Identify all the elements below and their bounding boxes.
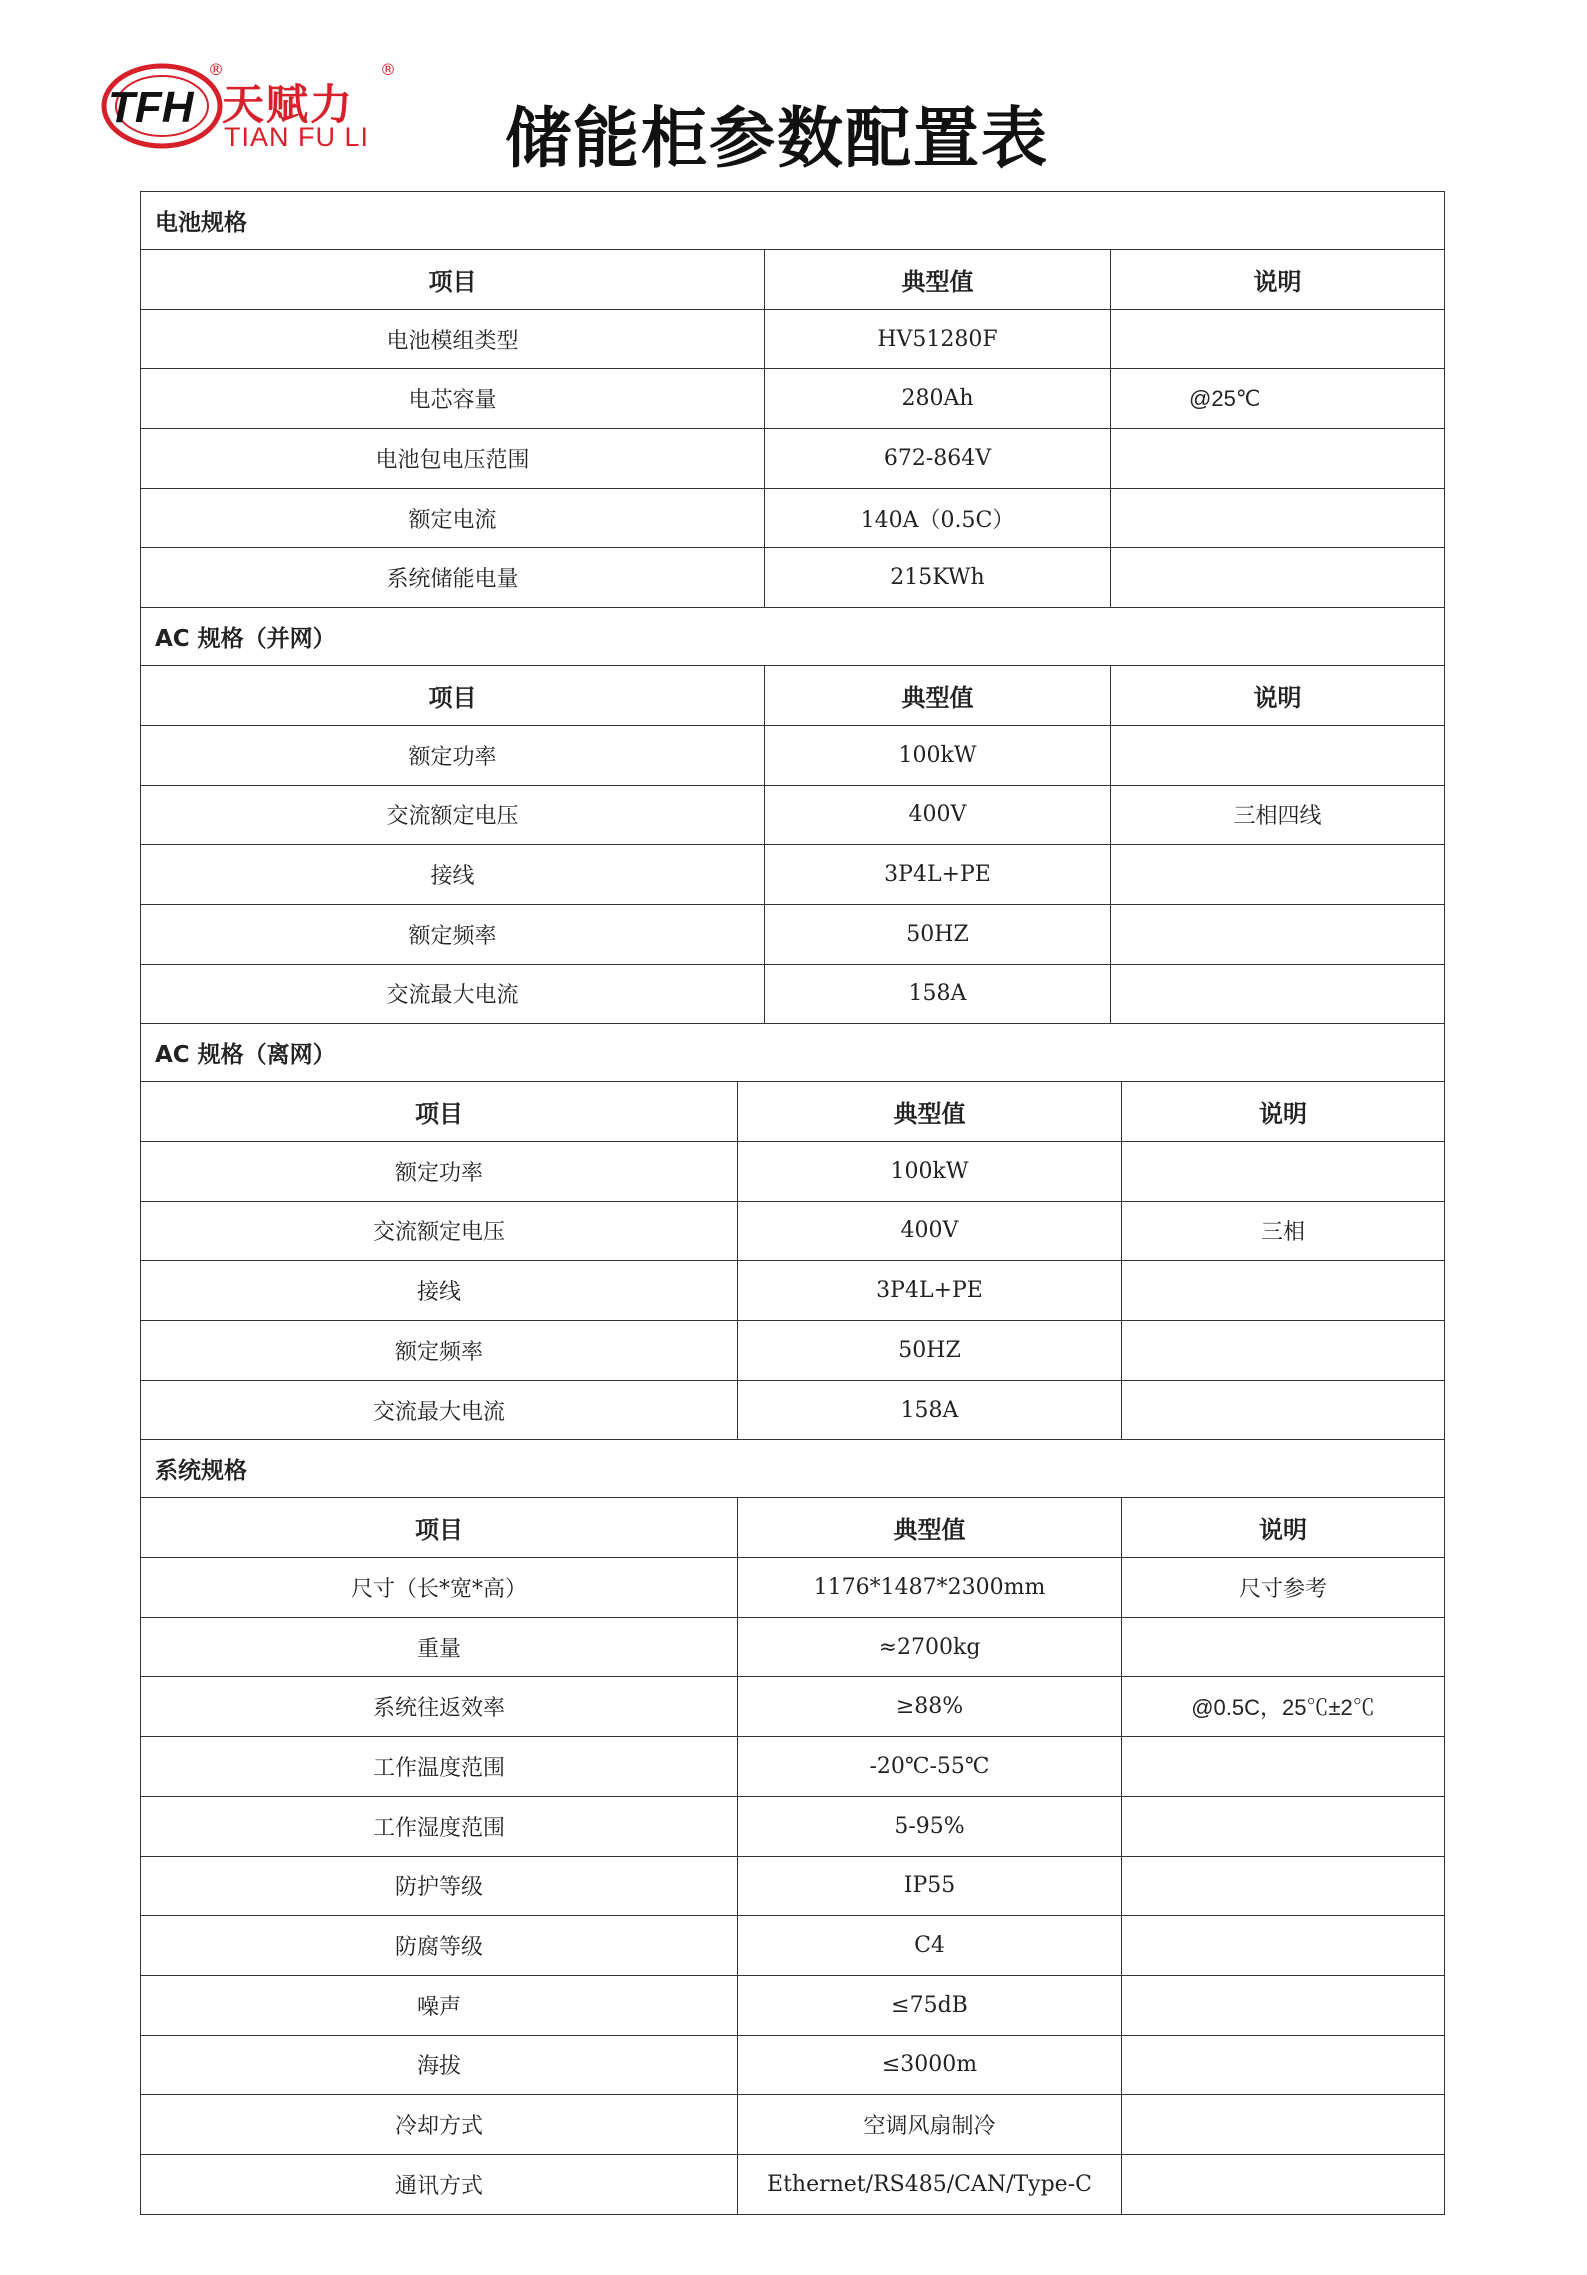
registered-mark: ®: [208, 60, 224, 79]
row-value: 1176*1487*2300mm: [737, 1558, 1121, 1617]
row-item: 工作湿度范围: [372, 1815, 505, 1841]
logo-name-cn: 天赋力: [222, 80, 355, 129]
header-note: 说明: [1110, 666, 1444, 725]
table-row: [141, 965, 1444, 1024]
row-item: 交流最大电流: [386, 983, 519, 1009]
row-note: [1121, 1857, 1444, 1916]
logo-name-en: TIAN FU LI: [224, 122, 370, 152]
row-item: 额定电流: [408, 507, 497, 533]
row-note: [1121, 1261, 1444, 1320]
row-item: 防护等级: [394, 1875, 483, 1901]
section-system: [141, 1439, 1444, 2213]
row-value: 158A: [764, 965, 1110, 1024]
table-row: [141, 1797, 1444, 1857]
row-value: 215KWh: [764, 548, 1110, 607]
row-value: Ethernet/RS485/CAN/Type-C: [737, 2155, 1121, 2214]
section-heading: 电池规格: [141, 192, 1444, 250]
table-header-row: [141, 250, 1444, 310]
row-note: [1121, 1797, 1444, 1856]
row-item: 海拔: [416, 2054, 461, 2080]
row-value: ≤3000m: [737, 2036, 1121, 2095]
table-row: [141, 310, 1444, 370]
row-item: 电池模组类型: [386, 328, 519, 354]
table-header-row: [141, 1498, 1444, 1558]
header-typical: 典型值: [764, 666, 1110, 725]
header-note: 说明: [1110, 250, 1444, 309]
logo-mark-text: TFH: [108, 83, 194, 132]
spec-table: [140, 191, 1445, 2215]
table-row: [141, 1916, 1444, 1976]
row-note: [1110, 548, 1444, 607]
row-item: 冷却方式: [394, 2114, 483, 2140]
header-typical: 典型值: [737, 1082, 1121, 1141]
table-row: [141, 1618, 1444, 1678]
row-value: 空调风扇制冷: [737, 2095, 1121, 2154]
row-item: 噪声: [416, 1994, 461, 2020]
row-note: [1121, 1916, 1444, 1975]
row-value: ≥88%: [737, 1677, 1121, 1736]
row-value: 100kW: [737, 1142, 1121, 1201]
header-item: 项目: [415, 1100, 463, 1129]
row-note: [1121, 1321, 1444, 1380]
row-value: 5-95%: [737, 1797, 1121, 1856]
row-item: 电芯容量: [408, 388, 497, 414]
table-row: [141, 1976, 1444, 2036]
row-value: IP55: [737, 1857, 1121, 1916]
row-note: [1121, 2036, 1444, 2095]
row-value: 3P4L+PE: [764, 845, 1110, 904]
row-note: [1110, 845, 1444, 904]
row-note: [1121, 1618, 1444, 1677]
row-value: 100kW: [764, 726, 1110, 785]
table-row: [141, 369, 1444, 429]
table-row: [141, 845, 1444, 905]
row-note: [1121, 2095, 1444, 2154]
row-note: [1121, 1142, 1444, 1201]
row-item: 电池包电压范围: [375, 447, 530, 473]
row-item: 系统往返效率: [372, 1696, 505, 1722]
section-heading: AC 规格（并网）: [141, 608, 1444, 666]
table-row: [141, 429, 1444, 489]
header-note: 说明: [1121, 1498, 1444, 1557]
row-value: 50HZ: [737, 1321, 1121, 1380]
table-row: [141, 1558, 1444, 1618]
row-value: 140A（0.5C）: [764, 489, 1110, 548]
row-note: 尺寸参考: [1121, 1558, 1444, 1617]
table-row: [141, 1857, 1444, 1917]
table-row: [141, 2155, 1444, 2214]
header-item: 项目: [415, 1516, 463, 1545]
header-typical: 典型值: [764, 250, 1110, 309]
row-note: [1110, 965, 1444, 1024]
row-item: 尺寸（长*宽*高）: [350, 1576, 527, 1602]
row-note: 三相: [1121, 1202, 1444, 1261]
table-row: [141, 1202, 1444, 1262]
row-item: 额定功率: [394, 1160, 483, 1186]
row-note: 三相四线: [1110, 786, 1444, 845]
header-note: 说明: [1121, 1082, 1444, 1141]
row-value: 400V: [764, 786, 1110, 845]
section-ac-offgrid: [141, 1023, 1444, 1439]
table-row: [141, 726, 1444, 786]
table-row: [141, 548, 1444, 607]
table-row: [141, 2036, 1444, 2096]
row-item: 防腐等级: [394, 1935, 483, 1961]
row-item: 接线: [430, 864, 475, 890]
row-note: [1110, 489, 1444, 548]
table-row: [141, 1261, 1444, 1321]
row-value: HV51280F: [764, 310, 1110, 369]
row-note: @25℃: [1110, 369, 1444, 428]
row-value: 3P4L+PE: [737, 1261, 1121, 1320]
row-value: C4: [737, 1916, 1121, 1975]
row-note: [1110, 905, 1444, 964]
row-value: -20℃-55℃: [737, 1737, 1121, 1796]
row-value: ≤75dB: [737, 1976, 1121, 2035]
row-value: 280Ah: [764, 369, 1110, 428]
row-item: 通讯方式: [394, 2173, 483, 2199]
row-note: @0.5C，25℃±2℃: [1121, 1677, 1444, 1736]
row-value: ≈2700kg: [737, 1618, 1121, 1677]
registered-mark: ®: [380, 60, 396, 79]
table-row: [141, 905, 1444, 965]
table-row: [141, 1737, 1444, 1797]
row-note: [1121, 1976, 1444, 2035]
table-row: [141, 489, 1444, 549]
table-row: [141, 1142, 1444, 1202]
row-item: 交流最大电流: [372, 1399, 505, 1425]
section-ac-grid: [141, 607, 1444, 1023]
row-value: 672-864V: [764, 429, 1110, 488]
row-item: 额定功率: [408, 744, 497, 770]
row-item: 系统储能电量: [386, 567, 519, 593]
row-item: 额定频率: [408, 923, 497, 949]
row-item: 接线: [416, 1280, 461, 1306]
table-row: [141, 1677, 1444, 1737]
row-value: 400V: [737, 1202, 1121, 1261]
header-typical: 典型值: [737, 1498, 1121, 1557]
section-battery: [141, 192, 1444, 607]
page-title: 储能柜参数配置表: [505, 100, 1049, 177]
table-row: [141, 2095, 1444, 2155]
row-value: 50HZ: [764, 905, 1110, 964]
row-note: [1110, 726, 1444, 785]
row-note: [1121, 1737, 1444, 1796]
table-row: [141, 1321, 1444, 1381]
section-heading: AC 规格（离网）: [141, 1024, 1444, 1082]
table-row: [141, 1381, 1444, 1440]
section-heading: 系统规格: [141, 1440, 1444, 1498]
row-note: [1121, 1381, 1444, 1440]
row-item: 额定频率: [394, 1339, 483, 1365]
table-header-row: [141, 1082, 1444, 1142]
row-item: 交流额定电压: [386, 804, 519, 830]
table-header-row: [141, 666, 1444, 726]
row-item: 重量: [416, 1636, 461, 1662]
row-note: [1121, 2155, 1444, 2214]
row-note: [1110, 429, 1444, 488]
row-note: [1110, 310, 1444, 369]
row-item: 工作温度范围: [372, 1755, 505, 1781]
header-item: 项目: [428, 683, 477, 712]
header-item: 项目: [428, 267, 477, 296]
row-item: 交流额定电压: [372, 1220, 505, 1246]
table-row: [141, 786, 1444, 846]
row-value: 158A: [737, 1381, 1121, 1440]
